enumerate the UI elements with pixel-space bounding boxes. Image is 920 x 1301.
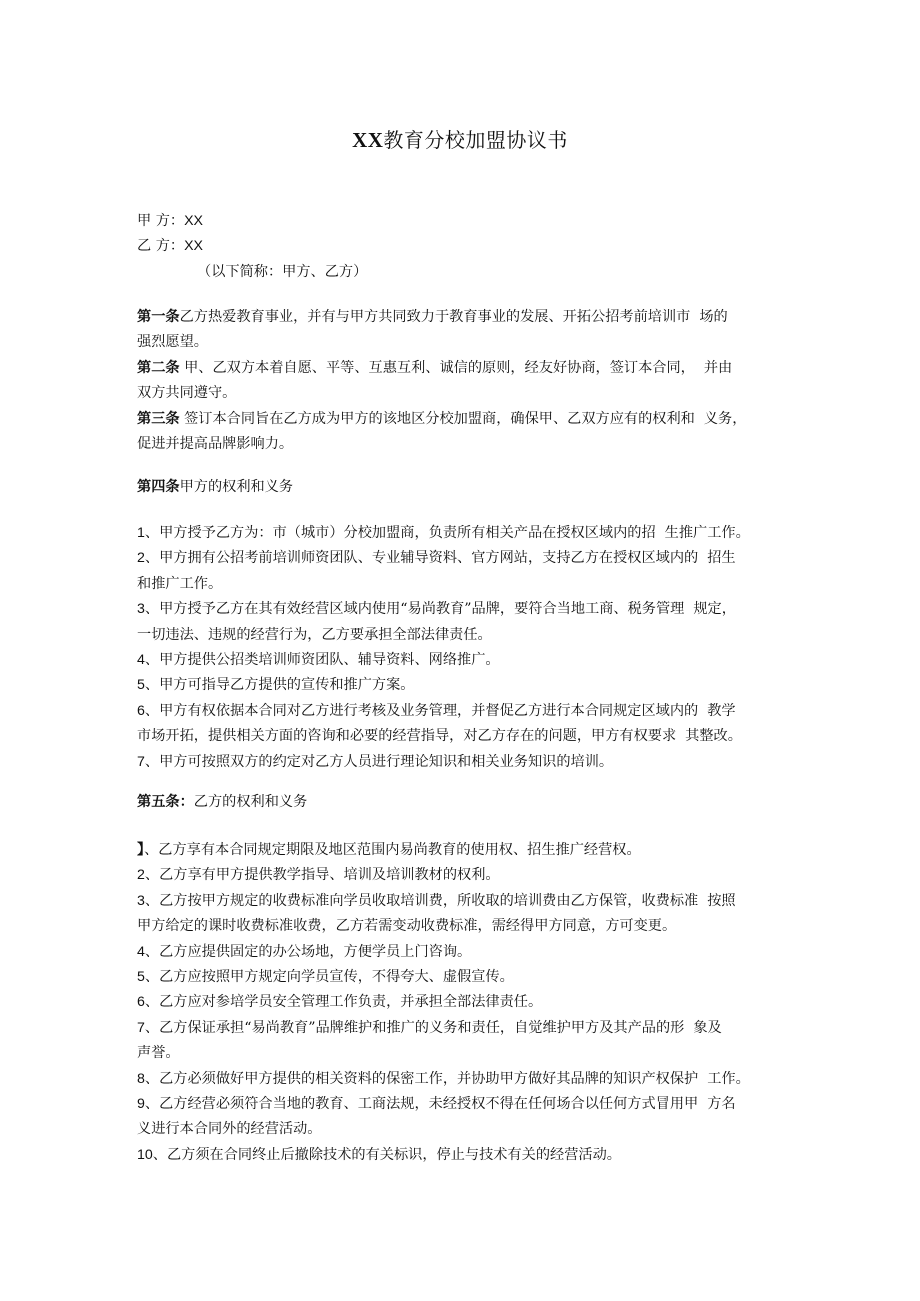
s4-item-2-text: 、甲方拥有公招考前培训师资团队、专业辅导资料、官方网站，支持乙方在授权区域内的	[144, 550, 699, 567]
parties-note: （以下简称：甲方、乙方）	[197, 263, 368, 280]
section-5-head: 第五条：	[137, 794, 194, 810]
s4-item-1-text-tail: 生推广工作。	[664, 525, 750, 541]
s5-item-3-number: 3	[137, 892, 145, 909]
s4-item-4-text: 、甲方提供公招类培训师资团队、辅导资料、网络推广。	[144, 651, 500, 668]
s5-item-6-text: 、乙方应对参培学员安全管理工作负责，并承担全部法律责任。	[144, 994, 543, 1011]
s4-item-3-text: 、甲方授予乙方在其有效经营区域内使用“易尚教育”品牌，要符合当地工商、税务管理	[144, 601, 685, 618]
s4-item-6-text: 、甲方有权依据本合同对乙方进行考核及业务管理，并督促乙方进行本合同规定区域内的	[144, 702, 699, 719]
section-5-heading	[137, 790, 797, 815]
s4-item-6-number: 6	[137, 702, 145, 719]
s5-item-9-number: 9	[137, 1095, 145, 1112]
article-3-line-1	[137, 407, 797, 432]
section-4-title: 甲方的权利和义务	[179, 479, 294, 495]
s5-item-4	[137, 940, 797, 965]
s5-item-10	[137, 1143, 797, 1168]
section-4-heading	[137, 475, 797, 500]
s5-item-2	[137, 863, 797, 888]
article-1-line-2: 强烈愿望。	[137, 334, 208, 351]
s4-item-6-cont	[137, 724, 797, 749]
s5-item-3-text: 、乙方按甲方规定的收费标准向学员收取培训费，所收取的培训费由乙方保管，收费标准	[144, 892, 699, 909]
article-3-head: 第三条	[137, 410, 180, 427]
s4-item-7-number: 7	[137, 753, 145, 770]
s4-item-7	[137, 750, 797, 775]
s5-item-10-number: 10	[137, 1146, 153, 1163]
s4-item-5-text: 、甲方可指导乙方提供的宣传和推广方案。	[144, 677, 415, 694]
party-b-label: 乙 方：	[137, 238, 185, 255]
article-3-line-2: 促进并提高品牌影响力。	[137, 435, 294, 452]
s4-item-3-cont: 一切违法、违规的经营行为，乙方要承担全部法律责任。	[137, 626, 492, 643]
s4-item-6-text-2: 市场开拓，提供相关方面的咨询和必要的经营指导，对乙方存在的问题，甲方有权要求	[137, 728, 677, 745]
s4-item-6-text-tail: 教学	[707, 702, 736, 719]
article-2-line-1	[137, 356, 797, 381]
s5-item-1-number: 】	[137, 842, 145, 858]
s5-item-1	[137, 838, 797, 863]
s5-item-7-cont: 声誉。	[137, 1045, 180, 1062]
section-4-heading-block	[137, 475, 797, 500]
s4-item-4	[137, 648, 797, 673]
s4-item-3	[137, 597, 797, 622]
party-a-line	[137, 209, 797, 234]
s4-item-7-text: 、甲方可按照双方的约定对乙方人员进行理论知识和相关业务知识的培训。	[144, 753, 614, 770]
s4-item-1-text: 、甲方授予乙方为：市（城市）分校加盟商，负责所有相关产品在授权区域内的招	[144, 525, 656, 541]
s5-item-7-text: 、乙方保证承担“易尚教育”品牌维护和推广的义务和责任，自觉维护甲方及其产品的形	[144, 1019, 685, 1036]
section-5-title: 乙方的权利和义务	[193, 794, 308, 810]
article-1-text: 乙方热爱教育事业，并有与甲方共同致力于教育事业的发展、开拓公招考前培训市	[179, 309, 691, 325]
section-5-items	[137, 838, 797, 1168]
s5-item-9-text-tail: 方名	[707, 1095, 736, 1112]
s4-item-1-number: 1	[137, 525, 145, 541]
articles-block	[137, 305, 797, 457]
section-5-heading-block	[137, 790, 797, 815]
s4-item-2-number: 2	[137, 550, 145, 567]
s4-item-2-cont: 和推广工作。	[137, 575, 223, 592]
party-a-label: 甲 方：	[137, 213, 185, 229]
s5-item-5-number: 5	[137, 968, 145, 985]
title-latin: XX	[352, 128, 384, 152]
s5-item-5	[137, 965, 797, 990]
article-2-head: 第二条	[137, 359, 180, 376]
section-4-head: 第四条	[137, 479, 180, 495]
section-4-items	[137, 521, 797, 775]
article-2-text-tail: 并由	[703, 359, 733, 376]
s5-item-3	[137, 889, 797, 914]
s5-item-3-text-tail: 按照	[707, 892, 736, 909]
s5-item-9	[137, 1092, 797, 1117]
title-text: 教育分校加盟协议书	[383, 128, 568, 152]
s4-item-2-text-tail: 招生	[707, 550, 736, 567]
s4-item-3-text-tail: 规定，	[693, 601, 736, 618]
party-a-value: XX	[184, 213, 204, 229]
s5-item-8-text-tail: 工作。	[707, 1070, 750, 1087]
article-3-text: 签订本合同旨在乙方成为甲方的该地区分校加盟商，确保甲、乙双方应有的权利和	[179, 410, 695, 427]
party-b-value: XX	[184, 238, 204, 255]
article-1-text-tail: 场的	[699, 309, 728, 325]
s5-item-1-text: 、乙方享有本合同规定期限及地区范围内易尚教育的使用权、招生推广经营权。	[144, 842, 641, 858]
s4-item-4-number: 4	[137, 651, 145, 668]
party-b-line	[137, 234, 797, 259]
s4-item-6-text-2-tail: 其整改。	[685, 728, 742, 745]
parties-block	[137, 209, 797, 285]
s5-item-8-text: 、乙方必须做好甲方提供的相关资料的保密工作，并协助甲方做好其品牌的知识产权保护	[144, 1070, 699, 1087]
s4-item-5-number: 5	[137, 677, 145, 694]
s5-item-9-text: 、乙方经营必须符合当地的教育、工商法规，未经授权不得在任何场合以任何方式冒用甲	[144, 1095, 699, 1112]
s5-item-7-text-tail: 象及	[693, 1019, 722, 1036]
s4-item-1	[137, 521, 797, 546]
s5-item-4-number: 4	[137, 943, 145, 960]
s5-item-6-number: 6	[137, 994, 145, 1011]
s5-item-6	[137, 990, 797, 1015]
s5-item-3-cont: 甲方给定的课时收费标准收费，乙方若需变动收费标准，需经得甲方同意，方可变更。	[137, 918, 677, 935]
s5-item-4-text: 、乙方应提供固定的办公场地，方便学员上门咨询。	[144, 943, 472, 960]
article-3-text-tail: 义务，	[703, 410, 747, 427]
s5-item-8-number: 8	[137, 1070, 145, 1087]
s5-item-8	[137, 1067, 797, 1092]
s5-item-2-number: 2	[137, 867, 145, 884]
document-title	[0, 124, 920, 153]
s5-item-10-text: 、乙方须在合同终止后撤除技术的有关标识，停止与技术有关的经营活动。	[152, 1146, 621, 1163]
s4-item-6	[137, 699, 797, 724]
article-2-text: 甲、乙双方本着自愿、平等、互惠互利、诚信的原则，经友好协商，签订本合同，	[179, 359, 695, 376]
article-1-line-1	[137, 305, 797, 330]
article-1-head: 第一条	[137, 309, 180, 325]
article-2-line-2: 双方共同遵守。	[137, 385, 237, 402]
s5-item-2-text: 、乙方享有甲方提供教学指导、培训及培训教材的权利。	[144, 867, 500, 884]
s5-item-7-number: 7	[137, 1019, 145, 1036]
s5-item-5-text: 、乙方应按照甲方规定向学员宣传，不得夸大、虚假宣传。	[144, 968, 514, 985]
s4-item-2	[137, 546, 797, 571]
s4-item-5	[137, 673, 797, 698]
s5-item-7	[137, 1016, 797, 1041]
s5-item-9-cont: 义进行本合同外的经营活动。	[137, 1121, 322, 1138]
s4-item-3-number: 3	[137, 601, 145, 618]
